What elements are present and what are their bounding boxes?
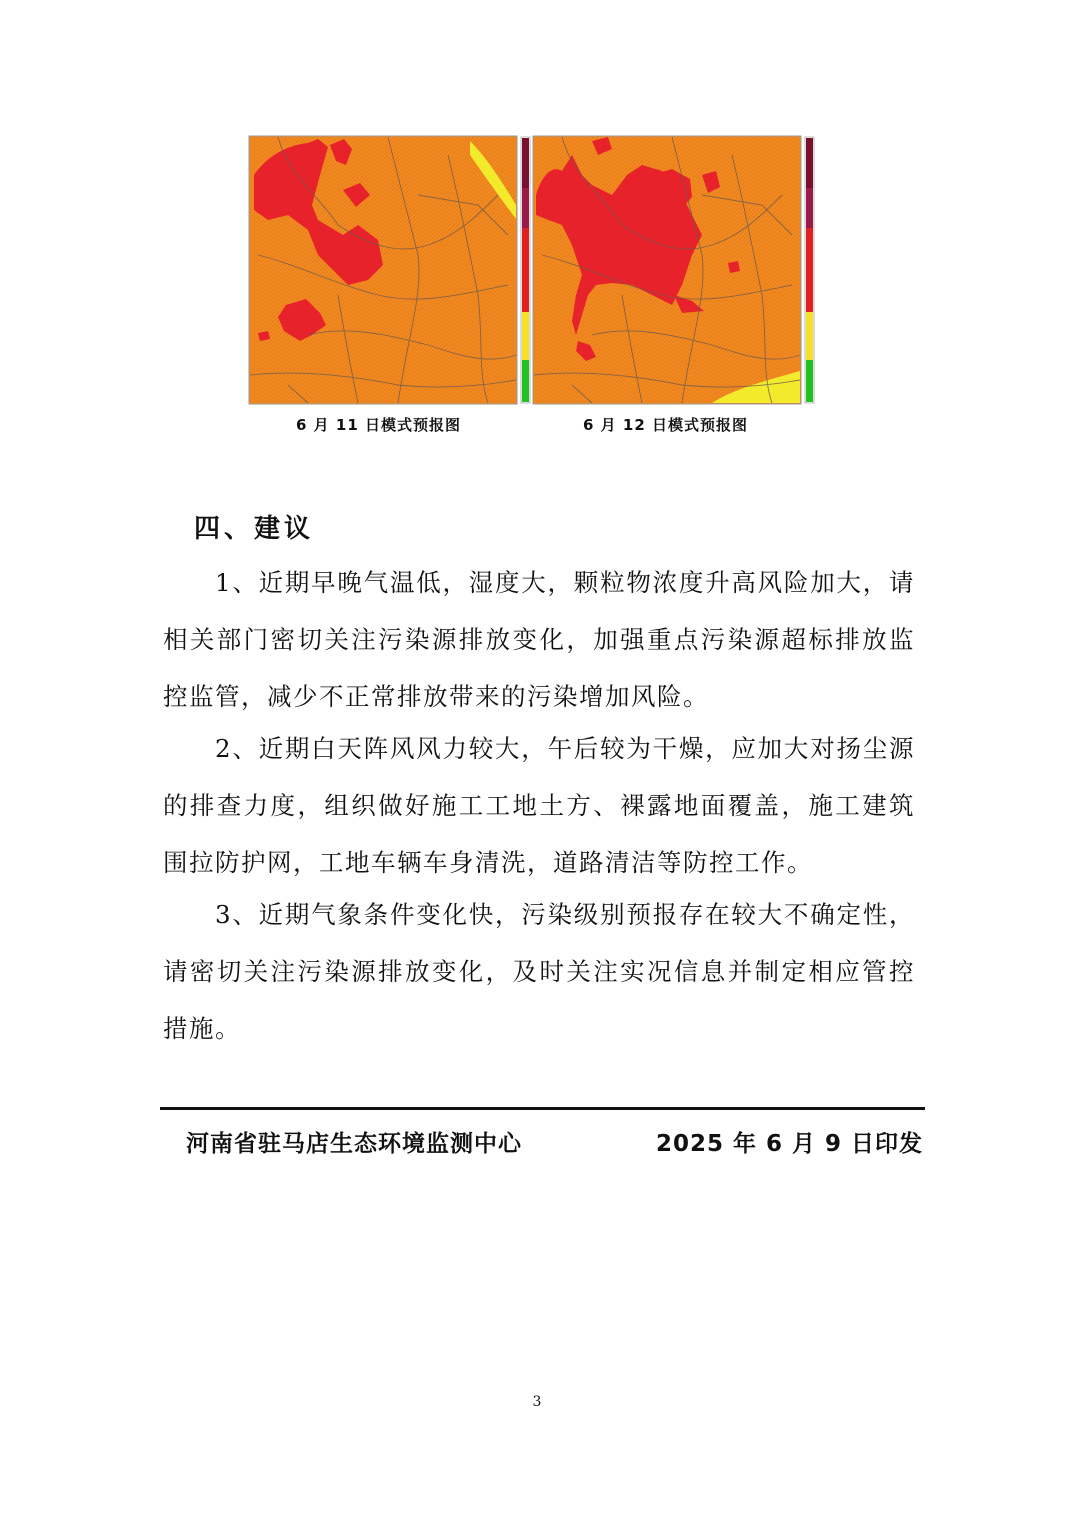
suggestion-paragraph-1: 1、近期早晚气温低，湿度大，颗粒物浓度升高风险加大，请相关部门密切关注污染源排放变化，加强重点污染源超标排放监控监管，减少不正常排放带来的污染增加风险。 [163, 568, 915, 711]
high-pollution-zone [728, 261, 740, 273]
pollution-forecast-map [532, 135, 816, 407]
issuing-organization: 河南省驻马店生态环境监测中心 [186, 1131, 522, 1157]
scale-level-heavy [522, 188, 529, 228]
scale-level-heavy [806, 188, 813, 228]
section-title-suggestions: 四、建议 [194, 514, 315, 544]
scale-level-good [806, 360, 813, 402]
issue-date: 2025 年 6 月 9 日印发 [656, 1131, 924, 1157]
scale-level-moderate [522, 228, 529, 312]
scale-level-severe [522, 138, 529, 188]
footer-divider [160, 1107, 925, 1110]
forecast-map-june-11 [248, 135, 532, 407]
scale-level-good [522, 360, 529, 402]
page-number: 3 [532, 1394, 542, 1410]
scale-level-light [806, 312, 813, 360]
suggestion-paragraph-2: 2、近期白天阵风风力较大，午后较为干燥，应加大对扬尘源的排查力度，组织做好施工工地土方、裸露地面覆盖，施工建筑围拉防护网，工地车辆车身清洗，道路清洁等防控工作。 [163, 734, 915, 877]
pollution-forecast-map [248, 135, 532, 407]
figure-caption-june-11: 6 月 11 日模式预报图 [296, 416, 461, 434]
scale-level-light [522, 312, 529, 360]
scale-level-moderate [806, 228, 813, 312]
figure-caption-june-12: 6 月 12 日模式预报图 [583, 416, 748, 434]
scale-level-severe [806, 138, 813, 188]
forecast-map-june-12 [532, 135, 816, 407]
suggestion-paragraph-3: 3、近期气象条件变化快，污染级别预报存在较大不确定性，请密切关注污染源排放变化，及时关注实况信息并制定相应管控措施。 [163, 900, 915, 1043]
